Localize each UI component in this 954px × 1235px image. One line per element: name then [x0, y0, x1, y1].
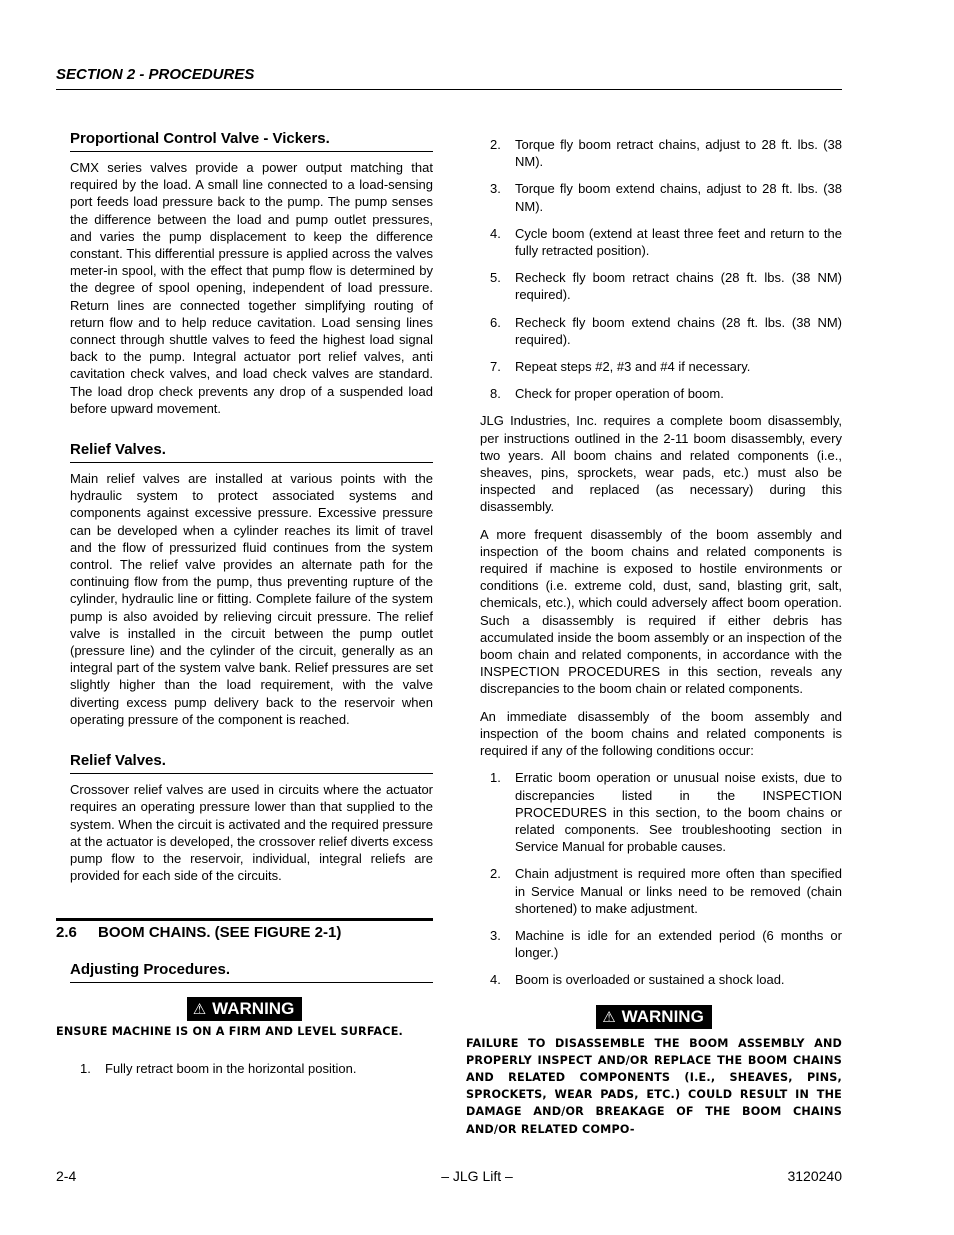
list-item-text: Recheck fly boom extend chains (28 ft. lbs. (38 NM) required). — [515, 314, 842, 347]
disassembly-paragraph-1: JLG Industries, Inc. requires a complete boom disassembly, per instructions outlined in the 2-11 boom disassembly, every two years. All boom chains and related components (i.e., sheaves, pins, sprockets, wear pads, etc.) must also be inspected and replaced (as necessary) during this disassembly. — [480, 413, 842, 515]
section-header: SECTION 2 - PROCEDURES — [56, 66, 255, 83]
header-rule — [56, 89, 842, 90]
list-item-number: 8. — [490, 386, 501, 402]
list-item-text: Fully retract boom in the horizontal position. — [105, 1060, 357, 1076]
list-item-text: Boom is overloaded or sustained a shock load. — [515, 972, 785, 988]
list-item-number: 2. — [490, 137, 501, 152]
list-item-text: Cycle boom (extend at least three feet and return to the fully retracted position). — [515, 225, 842, 259]
list-item-text: Machine is idle for an extended period (6 months or longer.) — [515, 927, 842, 961]
warning-triangle-icon: ⚠ — [602, 1008, 616, 1026]
list-item-text: Chain adjustment is required more often than specified in Service Manual or links need to be removed (chain shortened) to make adjustment. — [515, 866, 842, 916]
list-item-number: 2. — [490, 866, 501, 882]
section-title-text: BOOM CHAINS. (SEE FIGURE 2-1) — [98, 924, 342, 942]
pcv-heading: Proportional Control Valve - Vickers. — [70, 130, 433, 152]
warning-block-left — [56, 997, 433, 1021]
warning-triangle-icon: ⚠ — [192, 1001, 207, 1019]
list-item — [480, 314, 842, 348]
disassembly-paragraph-3: An immediate disassembly of the boom assembly and inspection of the boom chains and related components is required if any of the following conditions occur: — [480, 708, 842, 759]
list-item-text: Repeat steps #2, #3 and #4 if necessary. — [515, 359, 751, 375]
relief-valves-heading-1: Relief Valves. — [70, 441, 433, 463]
list-item-text: Torque fly boom retract chains, adjust to 28 ft. lbs. (38 NM). — [515, 137, 842, 170]
section-title — [56, 924, 433, 941]
list-item — [480, 180, 842, 214]
list-item — [480, 971, 842, 988]
list-item — [480, 225, 842, 259]
warning-label: WARNING — [212, 999, 295, 1019]
list-item — [480, 385, 842, 402]
list-item-text: Erratic boom operation or unusual noise exists, due to discrepancies listed in the INSPECTION PROCEDURES in this section, to the boom chains or related components. See troubleshooting section in Service Manual for probable causes. — [515, 770, 842, 855]
warning-badge — [596, 1005, 712, 1029]
list-item-number: 6. — [490, 314, 501, 330]
warning-badge — [187, 997, 303, 1021]
relief-valves-paragraph-1: Main relief valves are installed at various points with the hydraulic system to protect associated systems and components against excessive pressure. Excessive pressure can be developed when a cylinder reaches its limit of travel and the flow of pressurized fluid continues from the system control. The relief valve provides an alternate path for the continuing flow from the pump, thus preventing rupture of the cylinder, hydraulic line or fitting. Complete failure of the system pump is also avoided by relieving circuit pressure. The relief valve is installed in the circuit between the pump outlet (pressure line) and the cylinder of the circuit, generally as an integral part of the system valve bank. Relief pressures are set slightly higher than the load requirement, with the valve diverting excess pump delivery back to the reservoir when operating pressure of the component is reached. — [70, 471, 433, 727]
list-item-number: 3. — [490, 181, 501, 197]
footer-publisher: – JLG Lift – — [441, 1168, 513, 1184]
list-item-text: Torque fly boom extend chains, adjust to 28 ft. lbs. (38 NM). — [515, 181, 842, 214]
list-item-number: 4. — [490, 972, 501, 988]
list-item-number: 5. — [490, 270, 501, 286]
relief-valves-heading-2: Relief Valves. — [70, 752, 433, 774]
list-item — [480, 865, 842, 917]
list-item — [480, 269, 842, 303]
disassembly-paragraph-2: A more frequent disassembly of the boom assembly and inspection of the boom chains and related components is required if machine is exposed to hostile environments or conditions (i.e. extreme cold, dust, sand, blasting grit, salt, chemicals, etc.), which could adversely affect boom operation. Such a disassembly is required if either debris has accumulated inside the boom assembly or an inspection of the boom chain and related components, in accordance with the INSPECTION PROCEDURES in this section, reveals any discrepancies to the boom chain or related components. — [480, 526, 842, 697]
pcv-paragraph: CMX series valves provide a power output matching that required by the load. A small line connected to a load-sensing port feeds load pressure back to the pump. The pump senses the difference between the load and pump outlet pressures, and varies the pump displacement to keep the difference constant. This differential pressure is applied across the valves meter-in spool, with the effect that pump flow is determined by the degree of spool opening, independent of load pressure. Return lines are connected together simplifying routing of return flow and to help reduce cavitation. Load sensing lines connect through shuttle valves to feed the highest load signal back to the pump. Integral actuator port relief valves, anti cavitation check valves, and load check valves are standard. The load drop check prevents any drop of a suspended load before upward movement. — [70, 160, 433, 416]
section-number: 2.6 — [56, 924, 77, 942]
warning-text-right: FAILURE TO DISASSEMBLE THE BOOM ASSEMBLY AND PROPERLY INSPECT AND/OR REPLACE THE BOOM CHAINS AND RELATED COMPONENTS (I.E., SHEAVES, PINS, SPROCKETS, WEAR PADS, ETC.) COULD RESULT IN THE DAMAGE AND/OR BREAKAGE OF THE BOOM CHAINS AND/OR RELATED COMPO- — [466, 1036, 842, 1136]
document-number: 3120240 — [787, 1168, 842, 1184]
right-steps-list — [480, 136, 842, 402]
warning-text-left: ENSURE MACHINE IS ON A FIRM AND LEVEL SURFACE. — [56, 1025, 403, 1039]
left-steps-list — [70, 1060, 433, 1077]
list-item — [480, 927, 842, 961]
conditions-list — [480, 769, 842, 988]
warning-label: WARNING — [621, 1006, 704, 1026]
section-rule — [56, 918, 433, 921]
warning-block-right — [466, 1005, 842, 1029]
list-item — [480, 136, 842, 170]
list-item-number: 1. — [80, 1060, 91, 1076]
list-item — [480, 769, 842, 855]
list-item-number: 3. — [490, 927, 501, 943]
relief-valves-paragraph-2: Crossover relief valves are used in circuits where the actuator requires an operating pressure lower than that supplied to the system. When the circuit is activated and the required pressure at the actuator is developed, the crossover relief diverts excess pump flow to the reservoir, individual, integral reliefs are provided for each side of the circuits. — [70, 782, 433, 884]
list-item-number: 1. — [490, 770, 501, 786]
list-item — [480, 358, 842, 375]
list-item-number: 7. — [490, 359, 501, 375]
list-item-text: Recheck fly boom retract chains (28 ft. lbs. (38 NM) required). — [515, 270, 842, 303]
adjusting-procedures-heading: Adjusting Procedures. — [70, 961, 433, 983]
list-item — [70, 1060, 433, 1077]
page-number: 2-4 — [56, 1168, 77, 1184]
left-column — [56, 130, 433, 1087]
right-column — [466, 136, 842, 1138]
list-item-text: Check for proper operation of boom. — [515, 386, 724, 402]
list-item-number: 4. — [490, 225, 501, 241]
